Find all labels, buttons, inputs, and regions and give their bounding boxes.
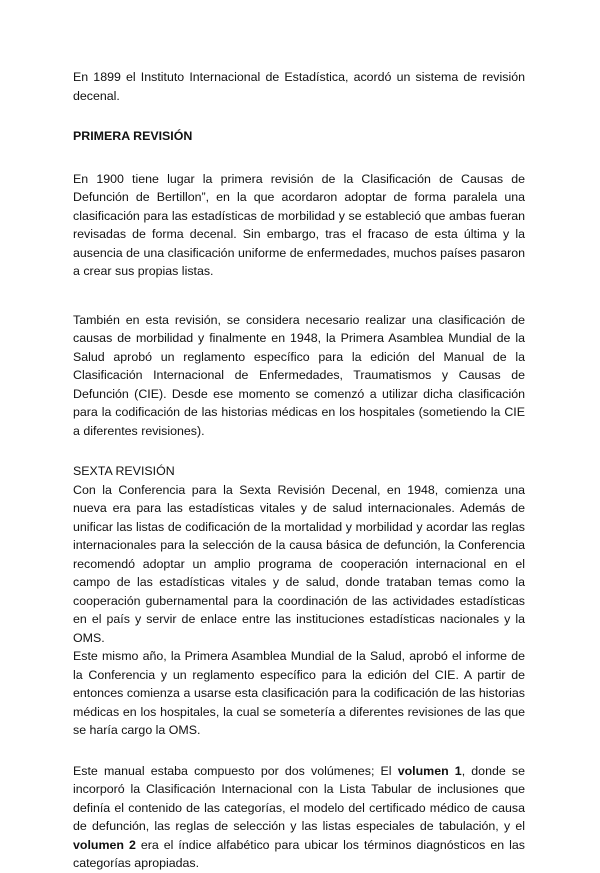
- heading-primera-revision: PRIMERA REVISIÓN: [73, 129, 193, 143]
- paragraph-tambien: También en esta revisión, se considera necesario realizar una clasificación de causas de morbilidad y finalmente en 1948, la Primera Asamblea Mundial de la Salud aprobó un reglamento específico para la edición del Manual de la Clasificación Internacional de Enfermedades, Traumatismos y Causas de Defunción (CIE). Desde ese momento se comenzó a utilizar dicha clasificación para la codificación de las historias médicas en los hospitales (sometiendo la CIE a diferentes revisiones).: [73, 312, 525, 438]
- manual-text-3: era el índice alfabético para ubicar los términos diagnósticos en las categorías apropiadas.: [73, 837, 525, 870]
- paragraph-sexta: Con la Conferencia para la Sexta Revisión Decenal, en 1948, comienza una nueva era para las estadísticas vitales y de salud internacionales. Además de unificar las listas de codificación de la mortalidad y morbilidad y acordar las reglas internacionales para la selección de la causa básica de defunción, la Conferencia recomendó adoptar un amplio programa de cooperación internacional en el campo de las estadísticas vitales y de salud, donde trataban temas como la cooperación gubernamental para la coordinación de las actividades estadísticas en el país y servir de enlace entre las instituciones estadísticas nacionales y la OMS.: [73, 482, 525, 645]
- paragraph-este-anio: Este mismo año, la Primera Asamblea Mundial de la Salud, aprobó el informe de la Conferencia y un reglamento específico para la edición del CIE. A partir de entonces comienza a usarse esta clasificación para la codificación de las historias médicas en los hospitales, la cual se sometería a diferentes revisiones de las que se haría cargo la OMS.: [73, 649, 525, 737]
- paragraph-1900: En 1900 tiene lugar la primera revisión de la Clasificación de Causas de Defunción de Bertillon”, en la que acordaron adoptar de forma paralela una clasificación para las estadísticas de morbilidad y se estableció que ambas fueran revisadas de forma decenal. Sin embargo, tras el fracaso de esta última y la ausencia de una clasificación uniforme de enfermedades, muchos países pasaron a crear sus propias listas.: [73, 171, 525, 278]
- manual-text-2: , donde se incorporó la Clasificación Internacional con la Lista Tabular de inclusiones que definía el contenido de las categorías, el modelo del certificado médico de causa de defunción, las reglas de selección y las listas especiales de tabulación, y el: [73, 763, 525, 833]
- document-page: [73, 68, 525, 873]
- paragraph-manual: [73, 762, 525, 873]
- volumen-1-bold: volumen 1: [397, 763, 462, 778]
- intro-paragraph: En 1899 el Instituto Internacional de Estadística, acordó un sistema de revisión decenal.: [73, 70, 525, 103]
- volumen-2-bold: volumen 2: [73, 837, 136, 852]
- heading-sexta-revision: SEXTA REVISIÓN: [73, 464, 175, 478]
- manual-text-1: Este manual estaba compuesto por dos volúmenes; El: [73, 763, 398, 778]
